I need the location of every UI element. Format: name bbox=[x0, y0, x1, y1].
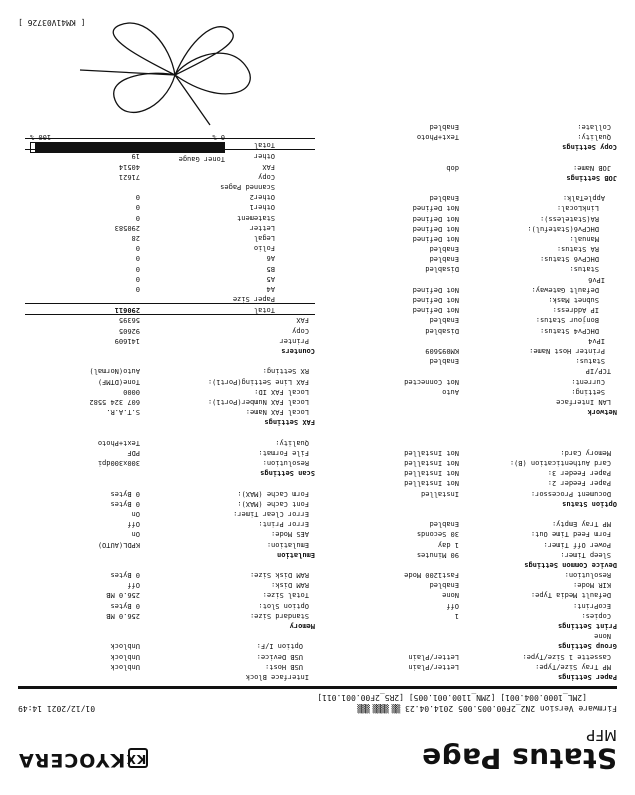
setting-label: Copy bbox=[292, 326, 309, 335]
section-title: Scan Settings bbox=[260, 469, 315, 478]
setting-value: 92605 bbox=[118, 326, 140, 335]
setting-label: Printer bbox=[279, 336, 309, 345]
settings-row bbox=[317, 275, 617, 285]
settings-row bbox=[317, 132, 617, 142]
setting-value: Not Installed bbox=[404, 459, 459, 468]
setting-value: 300x300dpi bbox=[97, 459, 140, 468]
setting-value: S.T.A.R. bbox=[106, 408, 140, 417]
setting-label: TCP/IP bbox=[585, 367, 611, 376]
settings-row bbox=[317, 152, 617, 162]
settings-row bbox=[18, 550, 315, 560]
settings-row bbox=[18, 539, 315, 549]
paper-size-label: Other2 bbox=[249, 193, 275, 202]
setting-label: KIR Mode: bbox=[573, 581, 611, 590]
settings-row bbox=[18, 590, 315, 600]
setting-value: 30 Seconds bbox=[416, 530, 459, 539]
settings-row bbox=[317, 346, 617, 356]
settings-row bbox=[18, 376, 315, 386]
settings-row bbox=[18, 448, 315, 458]
toner-max-label: 100 % bbox=[30, 133, 52, 141]
settings-row bbox=[317, 641, 617, 651]
setting-value: None bbox=[442, 591, 459, 600]
settings-row bbox=[18, 499, 315, 509]
setting-value: 0 Bytes bbox=[110, 489, 140, 498]
section-title: Counters bbox=[281, 347, 315, 355]
firmware-pattern: ▒▒ ▒▒▒▒ ▒▒▒ bbox=[358, 704, 401, 713]
paper-size-label: B5 bbox=[266, 264, 275, 273]
setting-value: dob bbox=[446, 163, 459, 172]
page-title: Status Page bbox=[421, 742, 617, 775]
paper-size-value: 0 bbox=[135, 285, 140, 293]
setting-label: RX Setting: bbox=[262, 367, 309, 376]
scanned-value: 19 bbox=[131, 152, 140, 161]
brand-name: KYOCERA bbox=[18, 749, 126, 771]
toner-min-label: 0 % bbox=[212, 133, 225, 141]
setting-value: Enabled bbox=[429, 194, 459, 203]
settings-row bbox=[18, 488, 315, 498]
setting-label: Emulation: bbox=[266, 540, 309, 549]
section-title: Print Settings bbox=[557, 622, 617, 631]
setting-value: On bbox=[131, 510, 140, 518]
paper-size-label: A6 bbox=[266, 254, 275, 263]
settings-row bbox=[317, 448, 617, 458]
firmware-line bbox=[358, 704, 617, 713]
counter-total-value: 290611 bbox=[114, 306, 140, 314]
settings-row bbox=[18, 315, 315, 325]
settings-row bbox=[18, 346, 315, 356]
setting-label: AES Mode: bbox=[271, 530, 309, 539]
paper-size-value: 0 bbox=[135, 264, 140, 273]
settings-row bbox=[317, 560, 617, 570]
settings-row bbox=[317, 387, 617, 397]
setting-label: EcoPrint: bbox=[573, 601, 611, 610]
setting-label: LinkLocal: bbox=[556, 204, 599, 213]
setting-label: MP Tray Size/Type: bbox=[535, 662, 611, 671]
setting-value: Enabled bbox=[429, 316, 459, 325]
paper-size-value: 0 bbox=[135, 213, 140, 222]
setting-label: Error Clear Timer: bbox=[233, 510, 309, 518]
paper-size-label: A5 bbox=[266, 274, 275, 283]
setting-value: KM095609 bbox=[425, 347, 459, 355]
settings-row bbox=[317, 499, 617, 509]
setting-value: Not Defined bbox=[412, 214, 459, 223]
setting-value: Disabled bbox=[425, 326, 459, 335]
settings-row bbox=[317, 427, 617, 437]
setting-value: Fast1200 Mode bbox=[404, 571, 459, 580]
setting-label: Setting: bbox=[571, 387, 605, 396]
setting-label: Font Cache (MAX): bbox=[237, 499, 309, 508]
section-title: Option Status bbox=[562, 499, 617, 508]
section-title: Paper Settings bbox=[557, 673, 617, 681]
settings-row bbox=[317, 651, 617, 661]
setting-label: Card Authentication (B): bbox=[509, 459, 611, 468]
setting-value: 0000 bbox=[123, 387, 140, 396]
toner-gauge-title: Toner Gauge bbox=[178, 155, 225, 163]
scanned-value: 40514 bbox=[118, 162, 140, 171]
setting-label: Default Gateway: bbox=[531, 285, 599, 294]
setting-label: Resolution: bbox=[564, 571, 611, 580]
paper-size-value: 0 bbox=[135, 274, 140, 283]
toner-gauge-fill bbox=[35, 143, 224, 152]
settings-row bbox=[18, 417, 315, 427]
paper-size-label: A4 bbox=[266, 285, 275, 293]
setting-label: Copies: bbox=[581, 611, 611, 620]
setting-label: Error Print: bbox=[258, 520, 309, 529]
setting-label: Document Processor: bbox=[530, 489, 611, 498]
settings-row bbox=[317, 193, 617, 203]
setting-value: Enabled bbox=[429, 122, 459, 131]
setting-label: Sleep Timer: bbox=[560, 550, 611, 559]
setting-label: MP Tray Empty: bbox=[551, 520, 611, 529]
setting-value: Auto bbox=[442, 387, 459, 396]
settings-row bbox=[317, 356, 617, 366]
scanned-total-label: Total bbox=[253, 141, 275, 150]
setting-label: Form Cache (MAX): bbox=[237, 489, 309, 498]
left-column bbox=[317, 122, 617, 682]
setting-label: Total Size: bbox=[262, 591, 309, 600]
setting-label: Bonjour Status: bbox=[535, 316, 599, 325]
settings-row bbox=[18, 621, 315, 631]
setting-label: DHCPv4 Status: bbox=[539, 326, 599, 335]
settings-row bbox=[317, 417, 617, 427]
scanned-label: Copy bbox=[258, 172, 275, 181]
settings-row bbox=[317, 407, 617, 417]
setting-label: Quality: bbox=[275, 438, 309, 447]
header bbox=[18, 726, 617, 775]
settings-row bbox=[18, 478, 315, 488]
setting-label: IP Address: bbox=[552, 306, 599, 315]
section-title: FAX Settings bbox=[264, 418, 315, 427]
settings-row bbox=[18, 387, 315, 397]
settings-row bbox=[317, 295, 617, 305]
paper-size-label: Letter bbox=[249, 223, 275, 232]
toner-gauge bbox=[30, 134, 225, 163]
setting-value: Not Installed bbox=[404, 479, 459, 488]
section-title: JOB Settings bbox=[566, 173, 617, 182]
settings-row bbox=[317, 234, 617, 244]
settings-row bbox=[317, 142, 617, 152]
setting-value: Not Defined bbox=[412, 296, 459, 305]
setting-label: Interface Block bbox=[245, 673, 309, 681]
settings-row bbox=[317, 438, 617, 448]
settings-row bbox=[18, 580, 315, 590]
setting-label: Local FAX Name: bbox=[245, 408, 309, 417]
settings-row bbox=[18, 458, 315, 468]
setting-label: DHCPv6 Status: bbox=[539, 255, 599, 264]
settings-row bbox=[317, 529, 617, 539]
settings-row bbox=[317, 376, 617, 386]
settings-row bbox=[18, 519, 315, 529]
paper-size-value: 0 bbox=[135, 193, 140, 202]
setting-value: 607 324 5582 bbox=[89, 397, 140, 406]
setting-value: Not Defined bbox=[412, 306, 459, 315]
settings-row bbox=[18, 662, 315, 672]
setting-value: Not Defined bbox=[412, 234, 459, 243]
setting-value: Off bbox=[127, 520, 140, 529]
setting-value: Installed bbox=[421, 489, 459, 498]
settings-row bbox=[317, 173, 617, 183]
toner-gauge-track bbox=[30, 142, 225, 153]
settings-row bbox=[18, 651, 315, 661]
setting-value: 90 Minutes bbox=[416, 550, 459, 559]
setting-value: 56395 bbox=[118, 316, 140, 325]
setting-value: Not Defined bbox=[412, 204, 459, 213]
setting-value: 1 bbox=[454, 611, 459, 620]
paper-size-label: Legal bbox=[253, 234, 275, 242]
settings-row bbox=[18, 438, 315, 448]
settings-row bbox=[18, 560, 315, 570]
print-date: 01/12/2021 14:49 bbox=[18, 704, 96, 713]
setting-label: Status: bbox=[569, 265, 599, 274]
settings-row bbox=[18, 601, 315, 611]
setting-value: Not Defined bbox=[412, 224, 459, 233]
table-rule bbox=[25, 303, 315, 304]
setting-label: DHCPv6(Stateful): bbox=[527, 224, 599, 233]
setting-label: Option Slot: bbox=[258, 601, 309, 610]
paper-size-header: Paper Size bbox=[232, 295, 275, 303]
setting-label: None bbox=[594, 632, 611, 641]
section-title: Group Settings bbox=[557, 642, 617, 651]
setting-label: RA(Stateless): bbox=[539, 214, 599, 223]
setting-label: AppleTalk: bbox=[562, 194, 605, 203]
setting-label: IPv6 bbox=[588, 275, 605, 284]
scanned-label: Other bbox=[253, 152, 275, 161]
setting-label: Option I/F: bbox=[256, 642, 303, 651]
right-column bbox=[18, 315, 315, 682]
setting-label: Current: bbox=[571, 377, 605, 386]
settings-row bbox=[18, 427, 315, 437]
scanned-pages-header: Scanned Pages bbox=[220, 183, 275, 191]
section-title: Network bbox=[587, 408, 617, 417]
settings-row bbox=[317, 162, 617, 172]
settings-row bbox=[317, 397, 617, 407]
settings-row bbox=[317, 662, 617, 672]
settings-row bbox=[18, 641, 315, 651]
settings-row bbox=[317, 244, 617, 254]
setting-label: RAM Disk Size: bbox=[249, 571, 309, 580]
settings-row bbox=[317, 550, 617, 560]
paper-size-value: 290583 bbox=[114, 223, 140, 232]
settings-row bbox=[317, 580, 617, 590]
settings-row bbox=[317, 203, 617, 213]
brand-logo bbox=[18, 748, 148, 771]
settings-row bbox=[317, 478, 617, 488]
setting-value: 0 Bytes bbox=[110, 601, 140, 610]
settings-row bbox=[317, 264, 617, 274]
settings-row bbox=[317, 539, 617, 549]
page-subtitle: MFP bbox=[586, 726, 617, 744]
setting-label: Paper Feeder 3: bbox=[547, 469, 611, 478]
setting-value: Enabled bbox=[429, 255, 459, 264]
setting-label: IPv4 bbox=[588, 336, 605, 345]
settings-row bbox=[18, 407, 315, 417]
section-title: Emulation bbox=[277, 550, 315, 559]
settings-row bbox=[18, 570, 315, 580]
settings-row bbox=[18, 397, 315, 407]
settings-row bbox=[18, 468, 315, 478]
setting-value: PDF bbox=[127, 448, 140, 457]
setting-value: Off bbox=[446, 601, 459, 610]
kyocera-logo-icon: KX bbox=[128, 748, 148, 768]
setting-label: RA Status: bbox=[556, 245, 599, 254]
settings-row bbox=[18, 336, 315, 346]
settings-row bbox=[317, 305, 617, 315]
setting-value: 0 Bytes bbox=[110, 571, 140, 580]
setting-value: 141609 bbox=[114, 336, 140, 345]
settings-row bbox=[317, 213, 617, 223]
settings-row bbox=[317, 509, 617, 519]
section-title: Device Common Settings bbox=[524, 560, 617, 569]
setting-label: FAX bbox=[296, 316, 309, 325]
setting-value: 0 Bytes bbox=[110, 499, 140, 508]
settings-row bbox=[317, 621, 617, 631]
paper-size-value: 0 bbox=[135, 244, 140, 253]
setting-label: Printer Host Name: bbox=[529, 347, 605, 355]
setting-label: Status: bbox=[575, 357, 605, 366]
settings-row bbox=[317, 336, 617, 346]
settings-row bbox=[18, 631, 315, 641]
setting-label: Power Off Timer: bbox=[543, 540, 611, 549]
setting-label: Manual: bbox=[569, 234, 599, 243]
setting-value: Unblock bbox=[110, 662, 140, 671]
setting-label: Default Media Type: bbox=[530, 591, 611, 600]
setting-label: USB Device: bbox=[256, 652, 303, 661]
settings-row bbox=[317, 631, 617, 641]
setting-value: Disabled bbox=[425, 265, 459, 274]
setting-value: Enabled bbox=[429, 581, 459, 590]
settings-row bbox=[18, 672, 315, 682]
setting-value: KPDL(AUTO) bbox=[97, 540, 140, 549]
setting-label: Standard Size: bbox=[249, 611, 309, 620]
settings-row bbox=[317, 458, 617, 468]
setting-label: Cassette 1 Size/Type: bbox=[522, 652, 611, 661]
setting-value: Not Connected bbox=[404, 377, 459, 386]
settings-row bbox=[18, 325, 315, 335]
settings-row bbox=[317, 570, 617, 580]
section-title: Memory bbox=[289, 622, 315, 631]
paper-size-value: 0 bbox=[135, 254, 140, 263]
setting-label: File Format: bbox=[258, 448, 309, 457]
setting-label: USB Host: bbox=[265, 662, 303, 671]
firmware-version: Firmware Version 2N2_2F00.005.005 2014.04.23 bbox=[405, 704, 617, 713]
header-rule bbox=[18, 686, 617, 689]
paper-size-label: Other1 bbox=[249, 203, 275, 212]
counter-total-label: Total bbox=[253, 306, 275, 314]
setting-value: Enabled bbox=[429, 520, 459, 529]
settings-row bbox=[317, 285, 617, 295]
setting-label: Form Feed Time Out: bbox=[530, 530, 611, 539]
settings-row bbox=[317, 325, 617, 335]
setting-value: Unblock bbox=[110, 652, 140, 661]
paper-size-value: 0 bbox=[135, 203, 140, 212]
setting-value: Off bbox=[127, 581, 140, 590]
paper-size-label: Folio bbox=[253, 244, 275, 253]
settings-row bbox=[317, 519, 617, 529]
setting-label: FAX Line Setting(Port1): bbox=[207, 377, 309, 386]
settings-row bbox=[18, 366, 315, 376]
setting-label: RAM Disk: bbox=[271, 581, 309, 590]
setting-label: Resolution: bbox=[262, 459, 309, 468]
setting-label: Paper Feeder 2: bbox=[547, 479, 611, 488]
setting-value: Not Installed bbox=[404, 448, 459, 457]
setting-value: 256.0 MB bbox=[106, 611, 140, 620]
setting-value: Not Installed bbox=[404, 469, 459, 478]
setting-label: LAN Interface bbox=[556, 397, 611, 406]
setting-value: 1 day bbox=[437, 540, 459, 549]
setting-value: Enabled bbox=[429, 245, 459, 254]
scanned-value: 71621 bbox=[118, 172, 140, 181]
setting-label: Collate: bbox=[577, 122, 611, 131]
setting-value: Text+Photo bbox=[97, 438, 140, 447]
toner-gauge-ticks bbox=[30, 134, 225, 142]
setting-value: Auto(Normal) bbox=[89, 367, 140, 376]
settings-row bbox=[317, 122, 617, 132]
setting-label: Subnet Mask: bbox=[548, 296, 599, 305]
setting-value: Tone(DTMF) bbox=[97, 377, 140, 386]
settings-row bbox=[317, 488, 617, 498]
settings-row bbox=[18, 611, 315, 621]
settings-row bbox=[317, 468, 617, 478]
setting-value: Enabled bbox=[429, 357, 459, 366]
table-rule bbox=[25, 314, 315, 315]
settings-row bbox=[317, 315, 617, 325]
settings-row bbox=[317, 590, 617, 600]
setting-value: Text+Photo bbox=[416, 133, 459, 142]
paper-size-value: 28 bbox=[131, 234, 140, 242]
settings-row bbox=[317, 183, 617, 193]
settings-row bbox=[18, 529, 315, 539]
settings-row bbox=[317, 254, 617, 264]
serial-stamp: [ KM41V03726 ] bbox=[18, 18, 86, 27]
settings-row bbox=[18, 356, 315, 366]
setting-value: On bbox=[131, 530, 140, 539]
section-title: Copy Settings bbox=[562, 143, 617, 152]
settings-row bbox=[317, 611, 617, 621]
firmware-detail: [2ML_1000.004.001] [2MN_1100.001.005] [2R5_2F00.001.011] bbox=[317, 693, 587, 702]
setting-label: Memory Card: bbox=[560, 448, 611, 457]
setting-value: Letter/Plain bbox=[408, 652, 459, 661]
setting-label: Local FAX ID: bbox=[254, 387, 309, 396]
setting-value: Not Defined bbox=[412, 285, 459, 294]
setting-label: Quality: bbox=[577, 133, 611, 142]
settings-row bbox=[18, 509, 315, 519]
scanned-label: FAX bbox=[262, 162, 275, 171]
setting-value: Letter/Plain bbox=[408, 662, 459, 671]
signature-squiggle-icon bbox=[65, 15, 285, 130]
setting-value: 256.0 MB bbox=[106, 591, 140, 600]
settings-row bbox=[317, 224, 617, 234]
settings-row bbox=[317, 601, 617, 611]
settings-row bbox=[317, 366, 617, 376]
setting-value: Unblock bbox=[110, 642, 140, 651]
settings-row bbox=[317, 672, 617, 682]
setting-label: Local FAX Number(Port1): bbox=[207, 397, 309, 406]
setting-label: JOB Name: bbox=[573, 163, 611, 172]
paper-size-label: Statement bbox=[237, 213, 275, 222]
